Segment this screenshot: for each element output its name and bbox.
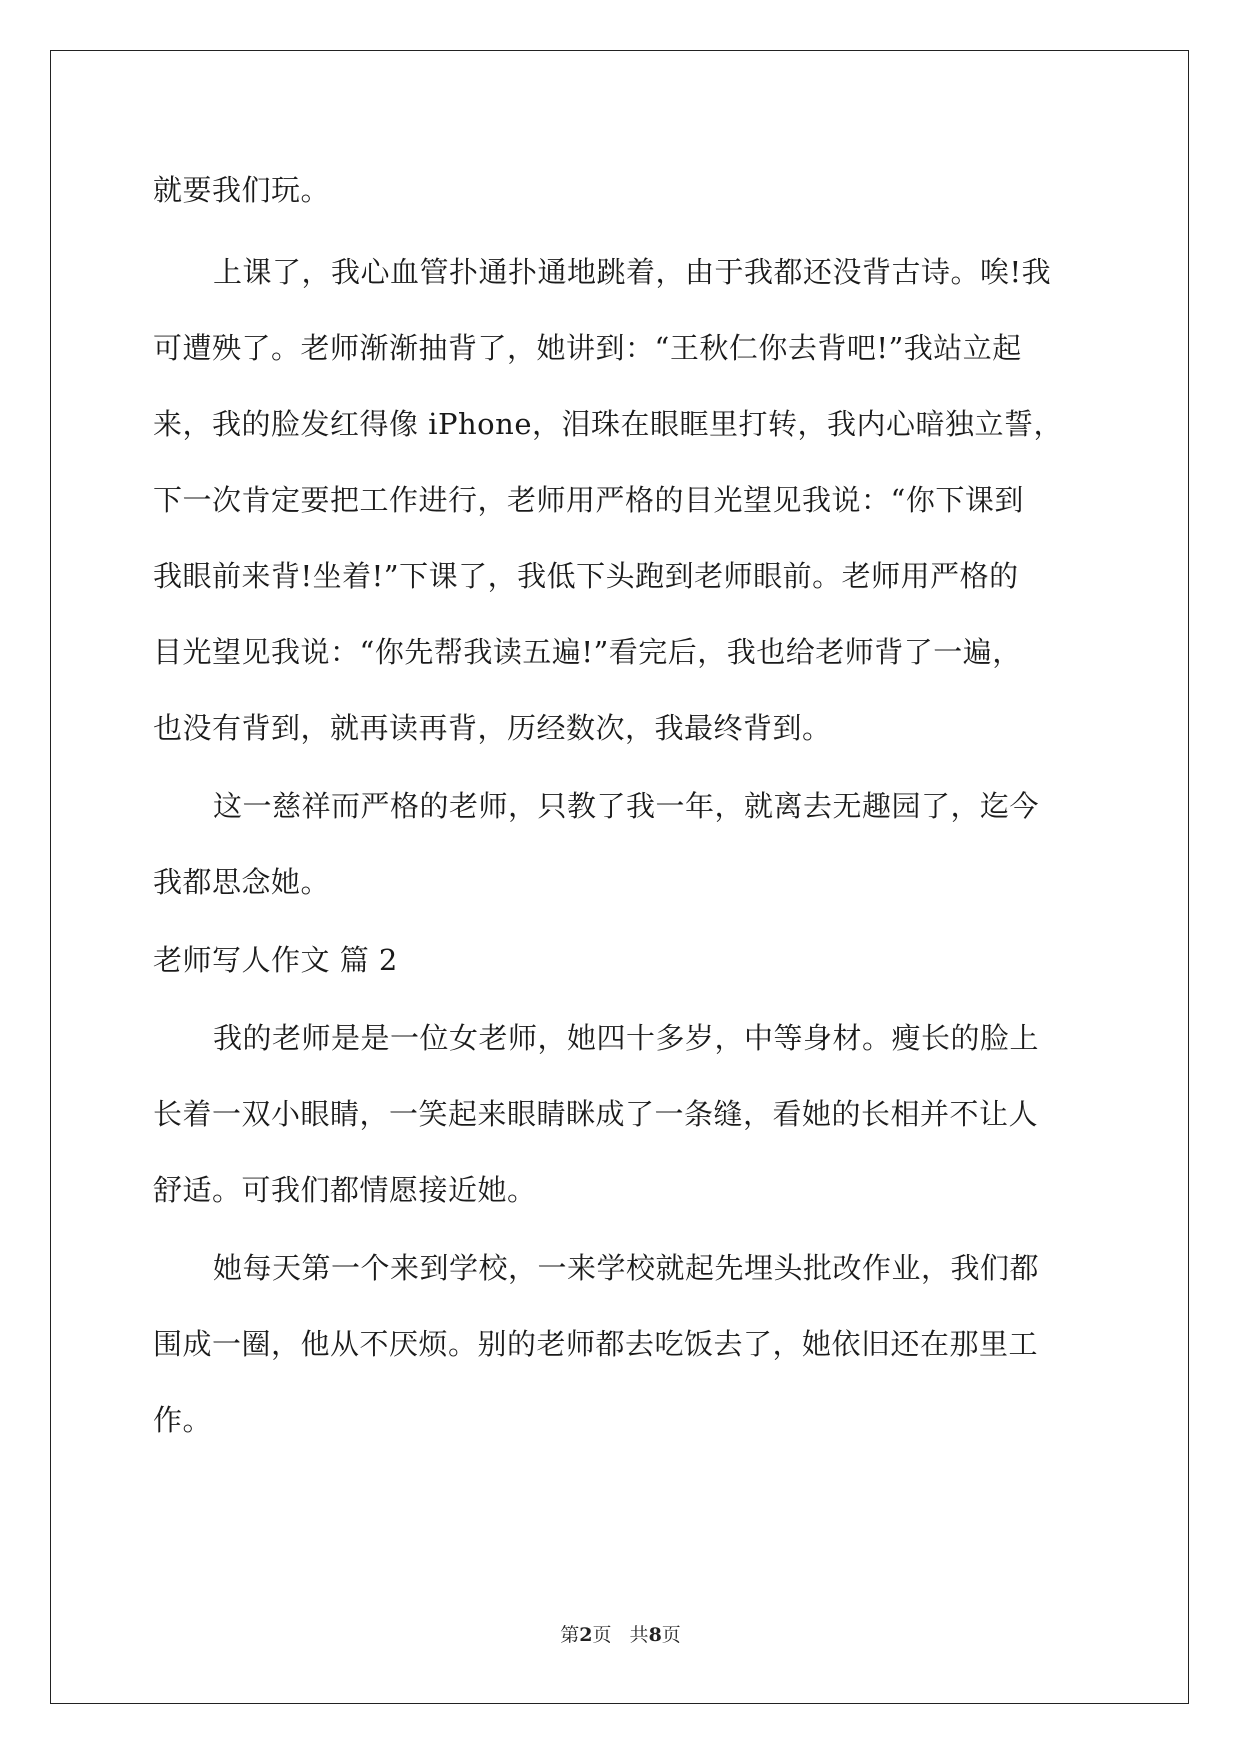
- text-line: 来，我的脸发红得像 iPhone，泪珠在眼眶里打转，我内心暗独立誓，: [153, 407, 1063, 441]
- paragraph-start-line: 我的老师是是一位女老师，她四十多岁，中等身材。瘦长的脸上: [213, 1021, 1040, 1055]
- text-line: 目光望见我说：“你先帮我读五遍!”看完后，我也给老师背了一遍，: [153, 635, 1022, 669]
- text-line: 我都思念她。: [153, 865, 331, 899]
- text-line: 长着一双小眼睛，一笑起来眼睛眯成了一条缝，看她的长相并不让人: [153, 1097, 1039, 1131]
- paragraph-start-line: 这一慈祥而严格的老师，只教了我一年，就离去无趣园了，迄今: [213, 789, 1040, 823]
- current-page-number: 2: [579, 1624, 593, 1646]
- footer-suffix: 页: [661, 1624, 681, 1646]
- text-line: 围成一圈，他从不厌烦。别的老师都去吃饭去了，她依旧还在那里工: [153, 1327, 1039, 1361]
- section-heading: 老师写人作文 篇 2: [153, 943, 398, 977]
- footer-prefix: 第: [560, 1624, 580, 1646]
- text-line: 作。: [153, 1403, 213, 1437]
- text-line: 就要我们玩。: [153, 173, 331, 207]
- paragraph-start-line: 上课了，我心血管扑通扑通地跳着，由于我都还没背古诗。唉!我: [213, 255, 1052, 289]
- paragraph-start-line: 她每天第一个来到学校，一来学校就起先埋头批改作业，我们都: [213, 1251, 1040, 1285]
- footer-mid: 页 共: [592, 1624, 649, 1646]
- text-line: 也没有背到，就再读再背，历经数次，我最终背到。: [153, 711, 832, 745]
- text-line: 我眼前来背!坐着!”下课了，我低下头跑到老师眼前。老师用严格的: [153, 559, 1019, 593]
- text-line: 可遭殃了。老师渐渐抽背了，她讲到：“王秋仁你去背吧!”我站立起: [153, 331, 1022, 365]
- text-line: 舒适。可我们都情愿接近她。: [153, 1173, 537, 1207]
- total-pages-number: 8: [648, 1624, 662, 1646]
- page-footer: [0, 1620, 1241, 1647]
- text-line: 下一次肯定要把工作进行，老师用严格的目光望见我说：“你下课到: [153, 483, 1024, 517]
